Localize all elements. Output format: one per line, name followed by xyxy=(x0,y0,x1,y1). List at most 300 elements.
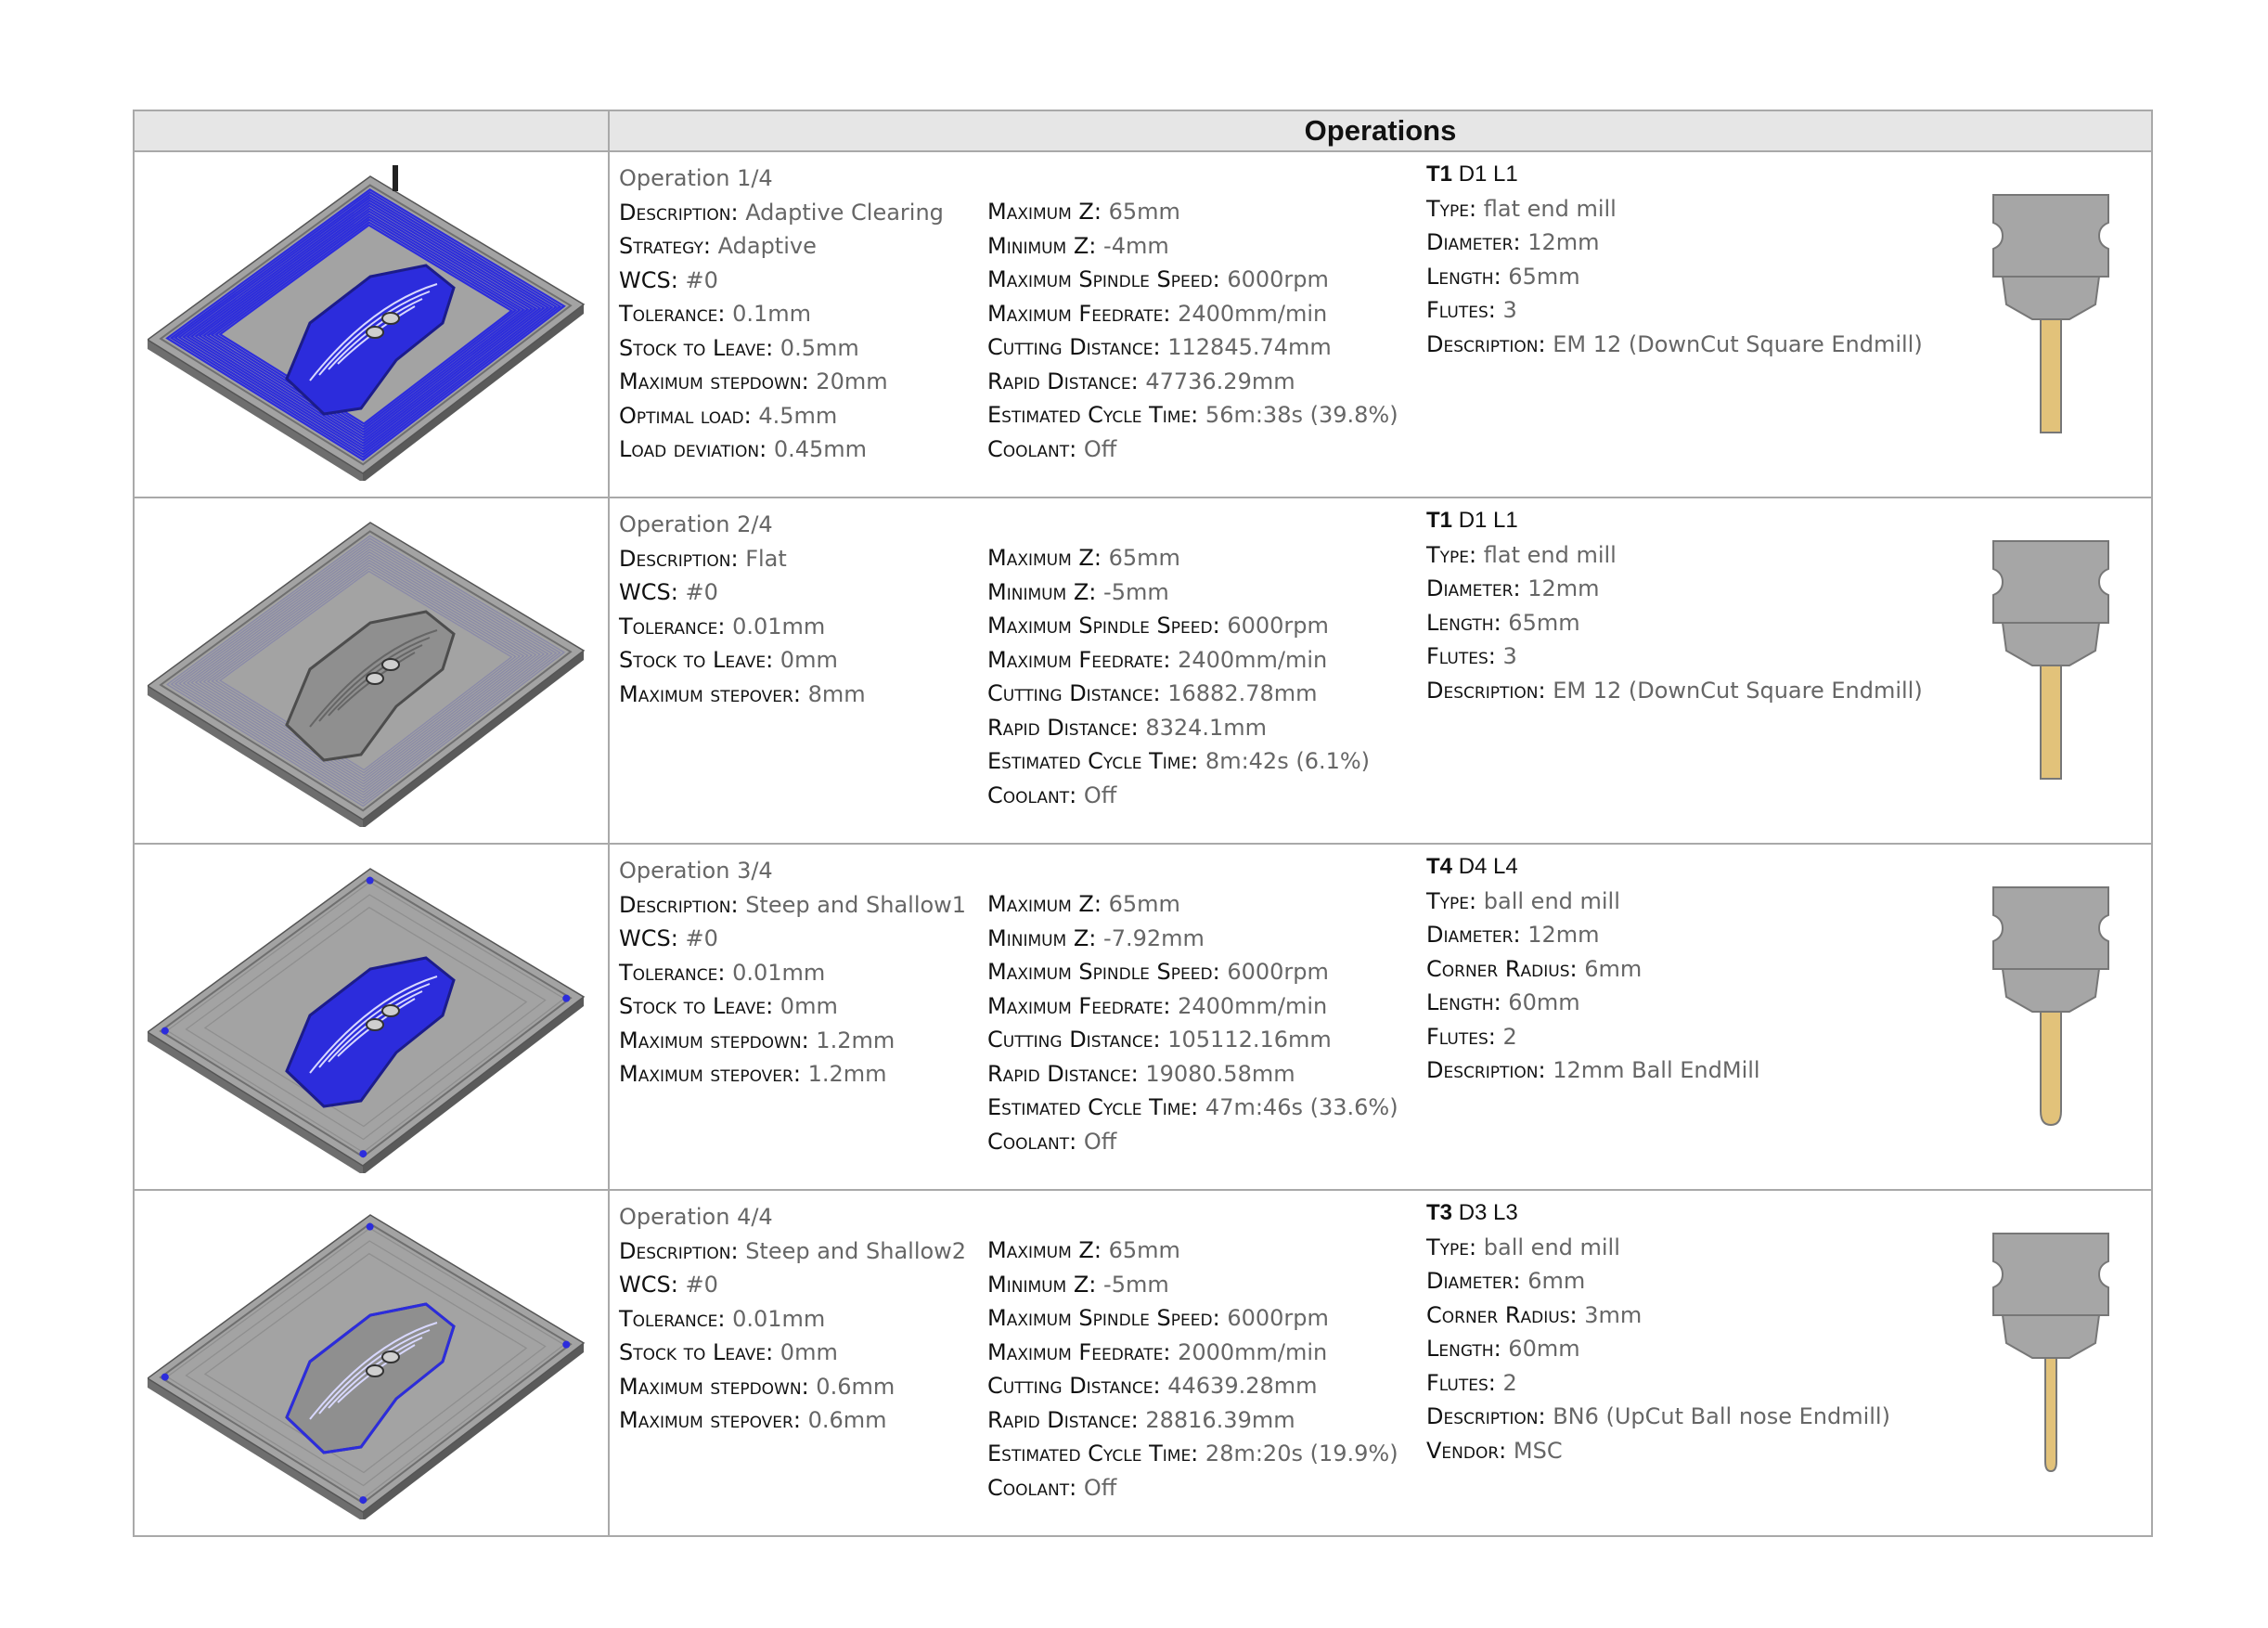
tool-prop-key: Length: xyxy=(1426,263,1501,290)
tool-prop-key: Length: xyxy=(1426,989,1501,1015)
tool-prop-row xyxy=(1426,1366,1890,1401)
machine-stat-row xyxy=(987,330,1398,365)
tool-prop-value: EM 12 (DownCut Square Endmill) xyxy=(1553,330,1923,357)
tool-dl: D1 L1 xyxy=(1458,508,1518,533)
machine-stat-row xyxy=(987,1437,1398,1471)
operation-param-row xyxy=(619,229,944,264)
machine-stat-key: Estimated Cycle Time: xyxy=(987,748,1199,774)
operation-param-key: Stock to Leave: xyxy=(619,1339,774,1365)
tool-prop-row xyxy=(1426,572,1923,606)
operation-param-value: #0 xyxy=(685,579,718,605)
tool-holder-icon xyxy=(1986,878,2116,1131)
machine-stat-key: Rapid Distance: xyxy=(987,1406,1139,1433)
machine-stats-column xyxy=(987,1234,1398,1505)
machine-stat-value: 6000rpm xyxy=(1227,1305,1329,1331)
machine-stat-key: Maximum Z: xyxy=(987,199,1102,225)
operation-param-value: Adaptive xyxy=(717,233,817,259)
operation-params-column xyxy=(619,1200,966,1438)
operation-param-row xyxy=(619,297,944,331)
operation-title: Operation 4/4 xyxy=(619,1204,773,1230)
machine-stat-row xyxy=(987,744,1370,779)
tool-prop-key: Description: xyxy=(1426,677,1546,704)
tool-prop-row xyxy=(1426,293,1923,328)
tool-dl: D3 L3 xyxy=(1458,1200,1518,1225)
tool-illustration xyxy=(1986,186,2116,442)
operation-param-value: 1.2mm xyxy=(816,1027,896,1053)
operation-param-key: Maximum stepdown: xyxy=(619,368,809,394)
tool-shank xyxy=(2041,319,2061,433)
tool-prop-key: Flutes: xyxy=(1426,1023,1496,1050)
operation-param-value: 0.01mm xyxy=(732,1305,826,1332)
tool-prop-value: 2 xyxy=(1502,1369,1517,1396)
machine-stat-value: 2400mm/min xyxy=(1178,300,1328,327)
machine-stat-row xyxy=(987,1471,1398,1505)
tool-number: T1 xyxy=(1426,508,1453,533)
tool-title xyxy=(1426,1196,1890,1231)
tool-marker xyxy=(393,165,398,191)
tool-prop-value: 12mm xyxy=(1527,575,1600,601)
operation-row xyxy=(134,1190,2152,1536)
tool-prop-row xyxy=(1426,1020,1760,1054)
operation-param-value: 0mm xyxy=(780,993,838,1019)
tool-illustration xyxy=(1986,1224,2116,1480)
tool-prop-row xyxy=(1426,192,1923,226)
machine-stat-value: 65mm xyxy=(1108,1237,1180,1263)
tool-prop-value: 60mm xyxy=(1508,1336,1580,1362)
machine-stat-row xyxy=(987,297,1398,331)
operation-param-row xyxy=(619,542,866,576)
operation-param-key: WCS: xyxy=(619,266,678,293)
operation-param-row xyxy=(619,1057,966,1092)
tool-title xyxy=(1426,504,1923,538)
setup-thumbnail-image xyxy=(148,858,588,1173)
tool-dl: D1 L1 xyxy=(1458,162,1518,187)
fixture-hole xyxy=(161,1374,169,1381)
tool-holder-icon xyxy=(1986,186,2116,438)
machine-stat-value: -5mm xyxy=(1103,578,1169,605)
part-hole xyxy=(382,659,399,670)
operation-param-row xyxy=(619,922,966,956)
tool-prop-value: BN6 (UpCut Ball nose Endmill) xyxy=(1553,1403,1890,1429)
operation-param-value: Flat xyxy=(745,545,787,572)
machine-stats-column xyxy=(987,195,1398,466)
machine-stat-value: Off xyxy=(1083,1128,1117,1155)
operation-param-row xyxy=(619,888,966,923)
operation-row xyxy=(134,151,2152,497)
tool-prop-key: Type: xyxy=(1426,1234,1477,1260)
machine-stat-key: Minimum Z: xyxy=(987,578,1097,605)
header-empty-cell xyxy=(134,110,609,151)
machine-stat-row xyxy=(987,1057,1398,1092)
operation-param-row xyxy=(619,433,944,467)
operation-param-value: 1.2mm xyxy=(807,1061,887,1087)
operation-param-value: 0.6mm xyxy=(807,1407,887,1433)
machine-stat-value: 105112.16mm xyxy=(1167,1027,1332,1053)
tool-prop-value: 3mm xyxy=(1584,1301,1643,1328)
operation-info-cell xyxy=(609,844,2152,1190)
tool-prop-value: 65mm xyxy=(1508,263,1580,290)
tool-prop-row xyxy=(1426,1231,1890,1265)
fixture-hole xyxy=(359,1496,367,1504)
operation-thumbnail-cell xyxy=(134,844,609,1190)
operation-params-column xyxy=(619,162,944,467)
holder-flange xyxy=(1993,195,2108,277)
operation-param-key: Load deviation: xyxy=(619,436,767,462)
machine-stat-key: Coolant: xyxy=(987,1474,1077,1501)
tool-illustration xyxy=(1986,532,2116,788)
machine-stat-key: Maximum Spindle Speed: xyxy=(987,266,1220,292)
tool-prop-value: EM 12 (DownCut Square Endmill) xyxy=(1553,677,1923,704)
tool-title xyxy=(1426,158,1923,192)
tool-prop-row xyxy=(1426,952,1760,987)
machine-stat-row xyxy=(987,922,1398,956)
machine-stat-key: Maximum Feedrate: xyxy=(987,992,1171,1019)
fixture-hole xyxy=(367,877,374,885)
tool-shank xyxy=(2045,1358,2056,1471)
machine-stat-key: Minimum Z: xyxy=(987,1271,1097,1298)
holder-flange xyxy=(1993,1234,2108,1315)
setup-thumbnail-image xyxy=(148,1204,588,1519)
tool-prop-key: Description: xyxy=(1426,330,1546,357)
tool-prop-value: 2 xyxy=(1502,1023,1517,1050)
tool-prop-key: Flutes: xyxy=(1426,297,1496,323)
operation-thumbnail-cell xyxy=(134,1190,609,1536)
tool-prop-value: 3 xyxy=(1502,297,1517,323)
operation-param-row xyxy=(619,1403,966,1438)
machine-stat-key: Rapid Distance: xyxy=(987,368,1139,394)
tool-prop-value: ball end mill xyxy=(1483,1234,1620,1260)
machine-stat-key: Maximum Feedrate: xyxy=(987,646,1171,673)
machine-stat-value: 65mm xyxy=(1108,891,1180,917)
fixture-hole xyxy=(562,995,570,1002)
operation-param-row xyxy=(619,678,866,712)
operation-param-value: Steep and Shallow1 xyxy=(745,891,967,918)
operation-param-value: #0 xyxy=(685,1272,718,1298)
operations-table xyxy=(133,110,2153,1537)
operation-param-value: 0mm xyxy=(780,647,838,673)
tool-prop-key: Length: xyxy=(1426,609,1501,636)
operation-param-value: #0 xyxy=(685,266,718,293)
tool-prop-key: Diameter: xyxy=(1426,1268,1521,1294)
machine-stat-row xyxy=(987,779,1370,813)
tool-holder-icon xyxy=(1986,532,2116,784)
machine-stat-row xyxy=(987,643,1370,678)
operation-param-value: 0.5mm xyxy=(780,334,859,361)
setup-thumbnail-image xyxy=(148,511,588,827)
holder-flange xyxy=(1993,887,2108,969)
machine-stat-key: Maximum Spindle Speed: xyxy=(987,959,1220,985)
tool-prop-row xyxy=(1426,674,1923,708)
tool-prop-row xyxy=(1426,328,1923,362)
machine-stat-key: Maximum Z: xyxy=(987,545,1102,571)
machine-stat-row xyxy=(987,433,1398,467)
operation-param-key: Tolerance: xyxy=(619,613,726,640)
operation-param-value: 0.6mm xyxy=(816,1373,896,1400)
tool-prop-key: Description: xyxy=(1426,1403,1546,1429)
machine-stat-value: 8324.1mm xyxy=(1145,714,1268,741)
operation-param-value: 0.45mm xyxy=(773,436,868,462)
machine-stat-value: 16882.78mm xyxy=(1167,680,1318,706)
machine-stat-row xyxy=(987,711,1370,745)
tool-column xyxy=(1426,1196,1890,1467)
tool-shank xyxy=(2041,1012,2061,1125)
operation-param-row xyxy=(619,331,944,366)
machine-stat-value: 2400mm/min xyxy=(1178,992,1328,1019)
tool-prop-key: Vendor: xyxy=(1426,1437,1507,1464)
operation-info-cell xyxy=(609,497,2152,844)
tool-prop-row xyxy=(1426,1264,1890,1299)
part-hole xyxy=(367,1365,383,1376)
machine-stat-row xyxy=(987,1268,1398,1302)
holder-flange xyxy=(1993,541,2108,623)
tool-prop-key: Type: xyxy=(1426,541,1477,568)
part-hole xyxy=(367,1019,383,1030)
tool-prop-row xyxy=(1426,986,1760,1020)
machine-stat-row xyxy=(987,1125,1398,1159)
tool-prop-key: Flutes: xyxy=(1426,643,1496,669)
operation-param-row xyxy=(619,264,944,298)
tool-prop-value: 12mm xyxy=(1527,922,1600,948)
tool-prop-key: Type: xyxy=(1426,195,1477,222)
header-row xyxy=(134,110,2152,151)
tool-prop-key: Type: xyxy=(1426,887,1477,914)
tool-prop-row xyxy=(1426,606,1923,640)
machine-stat-key: Maximum Spindle Speed: xyxy=(987,613,1220,639)
machine-stat-key: Cutting Distance: xyxy=(987,680,1161,706)
machine-stat-value: 8m:42s (6.1%) xyxy=(1205,748,1371,774)
operation-param-key: Strategy: xyxy=(619,233,711,259)
operation-param-value: Steep and Shallow2 xyxy=(745,1237,967,1264)
tool-prop-row xyxy=(1426,640,1923,674)
tool-prop-key: Description: xyxy=(1426,1057,1546,1083)
tool-prop-row xyxy=(1426,918,1760,952)
operation-param-value: 0mm xyxy=(780,1339,838,1365)
machine-stat-value: 28816.39mm xyxy=(1145,1406,1295,1433)
operation-param-key: WCS: xyxy=(619,925,678,951)
machine-stat-value: 47m:46s (33.6%) xyxy=(1205,1094,1398,1120)
part-hole xyxy=(367,673,383,684)
operation-title: Operation 3/4 xyxy=(619,858,773,884)
operation-param-row xyxy=(619,643,866,678)
machine-stat-key: Estimated Cycle Time: xyxy=(987,1094,1199,1120)
tool-prop-value: flat end mill xyxy=(1483,195,1617,222)
fixture-hole xyxy=(161,1027,169,1035)
operation-param-row xyxy=(619,1234,966,1269)
machine-stat-row xyxy=(987,887,1398,922)
operation-param-key: Stock to Leave: xyxy=(619,993,774,1019)
tool-prop-value: 6mm xyxy=(1527,1268,1586,1294)
machine-stat-row xyxy=(987,609,1370,643)
operation-param-key: Description: xyxy=(619,1237,739,1264)
operation-param-row xyxy=(619,956,966,990)
machine-stat-row xyxy=(987,263,1398,297)
machine-stat-key: Minimum Z: xyxy=(987,232,1097,259)
machine-stat-value: 19080.58mm xyxy=(1145,1060,1295,1087)
operation-param-key: Tolerance: xyxy=(619,959,726,986)
machine-stat-key: Estimated Cycle Time: xyxy=(987,1441,1199,1466)
operation-param-value: 0.1mm xyxy=(732,301,811,327)
machine-stat-row xyxy=(987,1403,1398,1438)
machine-stat-value: 65mm xyxy=(1108,199,1180,225)
machine-stat-key: Coolant: xyxy=(987,435,1077,462)
tool-prop-row xyxy=(1426,1299,1890,1333)
operation-param-key: WCS: xyxy=(619,1272,678,1298)
tool-prop-key: Diameter: xyxy=(1426,922,1521,948)
fixture-hole xyxy=(562,1341,570,1349)
tool-prop-row xyxy=(1426,226,1923,260)
tool-prop-value: 3 xyxy=(1502,643,1517,669)
tool-dl: D4 L4 xyxy=(1458,854,1518,879)
operation-param-key: Tolerance: xyxy=(619,1305,726,1332)
operation-param-key: Description: xyxy=(619,545,739,572)
tool-prop-row xyxy=(1426,1332,1890,1366)
operation-param-value: Adaptive Clearing xyxy=(745,199,944,226)
operation-param-row xyxy=(619,196,944,230)
operation-info-cell xyxy=(609,151,2152,497)
tool-prop-row xyxy=(1426,1053,1760,1088)
machine-stat-row xyxy=(987,989,1398,1024)
machine-stat-value: 65mm xyxy=(1108,545,1180,571)
machine-stat-value: 6000rpm xyxy=(1227,266,1329,292)
machine-stat-key: Coolant: xyxy=(987,782,1077,808)
operation-param-row xyxy=(619,610,866,644)
operation-param-value: 0.01mm xyxy=(732,959,826,986)
tool-prop-row xyxy=(1426,885,1760,919)
operation-title: Operation 2/4 xyxy=(619,511,773,537)
tool-prop-row xyxy=(1426,1400,1890,1434)
operation-params-column xyxy=(619,854,966,1092)
machine-stat-value: -7.92mm xyxy=(1103,924,1205,951)
operation-param-row xyxy=(619,1302,966,1337)
machine-stat-key: Coolant: xyxy=(987,1128,1077,1155)
operation-param-key: Stock to Leave: xyxy=(619,334,774,361)
machine-stat-row xyxy=(987,1369,1398,1403)
operation-param-key: Maximum stepover: xyxy=(619,1061,801,1087)
part-hole xyxy=(382,313,399,324)
operation-param-row xyxy=(619,1024,966,1058)
tool-prop-key: Corner Radius: xyxy=(1426,955,1578,982)
operation-row xyxy=(134,844,2152,1190)
tool-number: T3 xyxy=(1426,1200,1453,1225)
operation-param-row xyxy=(619,1370,966,1404)
operation-params-column xyxy=(619,508,866,711)
part-hole xyxy=(382,1351,399,1363)
operation-row xyxy=(134,497,2152,844)
operation-param-key: Tolerance: xyxy=(619,301,726,327)
tool-illustration xyxy=(1986,878,2116,1134)
operation-title: Operation 1/4 xyxy=(619,165,773,191)
machine-stat-value: Off xyxy=(1083,782,1117,808)
machine-stat-row xyxy=(987,195,1398,229)
machine-stat-key: Maximum Feedrate: xyxy=(987,300,1171,327)
fixture-hole xyxy=(359,1150,367,1157)
machine-stat-key: Cutting Distance: xyxy=(987,1027,1161,1053)
machine-stat-key: Maximum Z: xyxy=(987,891,1102,917)
machine-stats-column xyxy=(987,887,1398,1158)
operation-param-key: Optimal load: xyxy=(619,402,752,429)
machine-stat-value: 6000rpm xyxy=(1227,959,1329,985)
tool-prop-value: 12mm xyxy=(1527,229,1600,255)
tool-prop-key: Corner Radius: xyxy=(1426,1301,1578,1328)
operation-param-key: Stock to Leave: xyxy=(619,647,774,673)
holder-body xyxy=(2003,623,2099,665)
tool-prop-value: ball end mill xyxy=(1483,887,1620,914)
machine-stat-row xyxy=(987,575,1370,610)
machine-stat-value: 2400mm/min xyxy=(1178,646,1328,673)
machine-stat-value: -5mm xyxy=(1103,1271,1169,1298)
machine-stat-value: -4mm xyxy=(1103,232,1169,259)
machine-stat-row xyxy=(987,1234,1398,1268)
machine-stat-key: Maximum Z: xyxy=(987,1237,1102,1263)
tool-prop-key: Flutes: xyxy=(1426,1369,1496,1396)
holder-body xyxy=(2003,969,2099,1012)
machine-stat-row xyxy=(987,541,1370,575)
machine-stat-key: Rapid Distance: xyxy=(987,714,1139,741)
machine-stat-row xyxy=(987,955,1398,989)
machine-stat-row xyxy=(987,398,1398,433)
tool-prop-key: Diameter: xyxy=(1426,575,1521,601)
operation-param-row xyxy=(619,365,944,399)
operation-param-row xyxy=(619,399,944,433)
operation-param-key: Maximum stepdown: xyxy=(619,1373,809,1400)
setup-thumbnail-image xyxy=(148,165,588,481)
tool-prop-value: 65mm xyxy=(1508,609,1580,636)
tool-number: T1 xyxy=(1426,162,1453,187)
fixture-hole xyxy=(367,1223,374,1231)
operation-param-key: Maximum stepdown: xyxy=(619,1027,809,1053)
operation-thumbnail-cell xyxy=(134,497,609,844)
operation-param-row xyxy=(619,989,966,1024)
machine-stat-row xyxy=(987,1336,1398,1370)
tool-prop-value: flat end mill xyxy=(1483,541,1617,568)
machine-stat-key: Cutting Distance: xyxy=(987,334,1161,360)
machine-stat-key: Cutting Distance: xyxy=(987,1373,1161,1399)
operation-info-cell xyxy=(609,1190,2152,1536)
tool-prop-value: 60mm xyxy=(1508,989,1580,1015)
machine-stat-value: 56m:38s (39.8%) xyxy=(1205,402,1398,428)
operation-param-value: 0.01mm xyxy=(732,613,826,640)
machine-stat-key: Rapid Distance: xyxy=(987,1060,1139,1087)
machine-stat-value: 44639.28mm xyxy=(1167,1373,1318,1399)
machine-stat-row xyxy=(987,1023,1398,1057)
machine-stat-key: Minimum Z: xyxy=(987,924,1097,951)
tool-prop-row xyxy=(1426,1434,1890,1468)
machine-stat-value: 6000rpm xyxy=(1227,613,1329,639)
part-hole xyxy=(367,327,383,338)
tool-number: T4 xyxy=(1426,854,1453,879)
machine-stat-key: Maximum Spindle Speed: xyxy=(987,1305,1220,1331)
machine-stat-row xyxy=(987,1091,1398,1125)
tool-prop-row xyxy=(1426,260,1923,294)
machine-stat-value: 2000mm/min xyxy=(1178,1338,1328,1365)
tool-prop-key: Diameter: xyxy=(1426,229,1521,255)
tool-column xyxy=(1426,158,1923,361)
operation-param-value: 8mm xyxy=(807,680,866,707)
machine-stat-key: Estimated Cycle Time: xyxy=(987,402,1199,428)
operation-param-key: Maximum stepover: xyxy=(619,680,801,707)
tool-prop-value: 6mm xyxy=(1584,955,1643,982)
operation-param-value: #0 xyxy=(685,925,718,951)
machine-stat-key: Maximum Feedrate: xyxy=(987,1338,1171,1365)
machine-stat-row xyxy=(987,677,1370,711)
operation-param-row xyxy=(619,575,866,610)
operation-param-key: Maximum stepover: xyxy=(619,1407,801,1433)
tool-prop-value: MSC xyxy=(1513,1437,1563,1464)
operation-param-key: Description: xyxy=(619,891,739,918)
machine-stat-value: 112845.74mm xyxy=(1167,334,1332,360)
holder-body xyxy=(2003,1315,2099,1358)
operation-thumbnail-cell xyxy=(134,151,609,497)
